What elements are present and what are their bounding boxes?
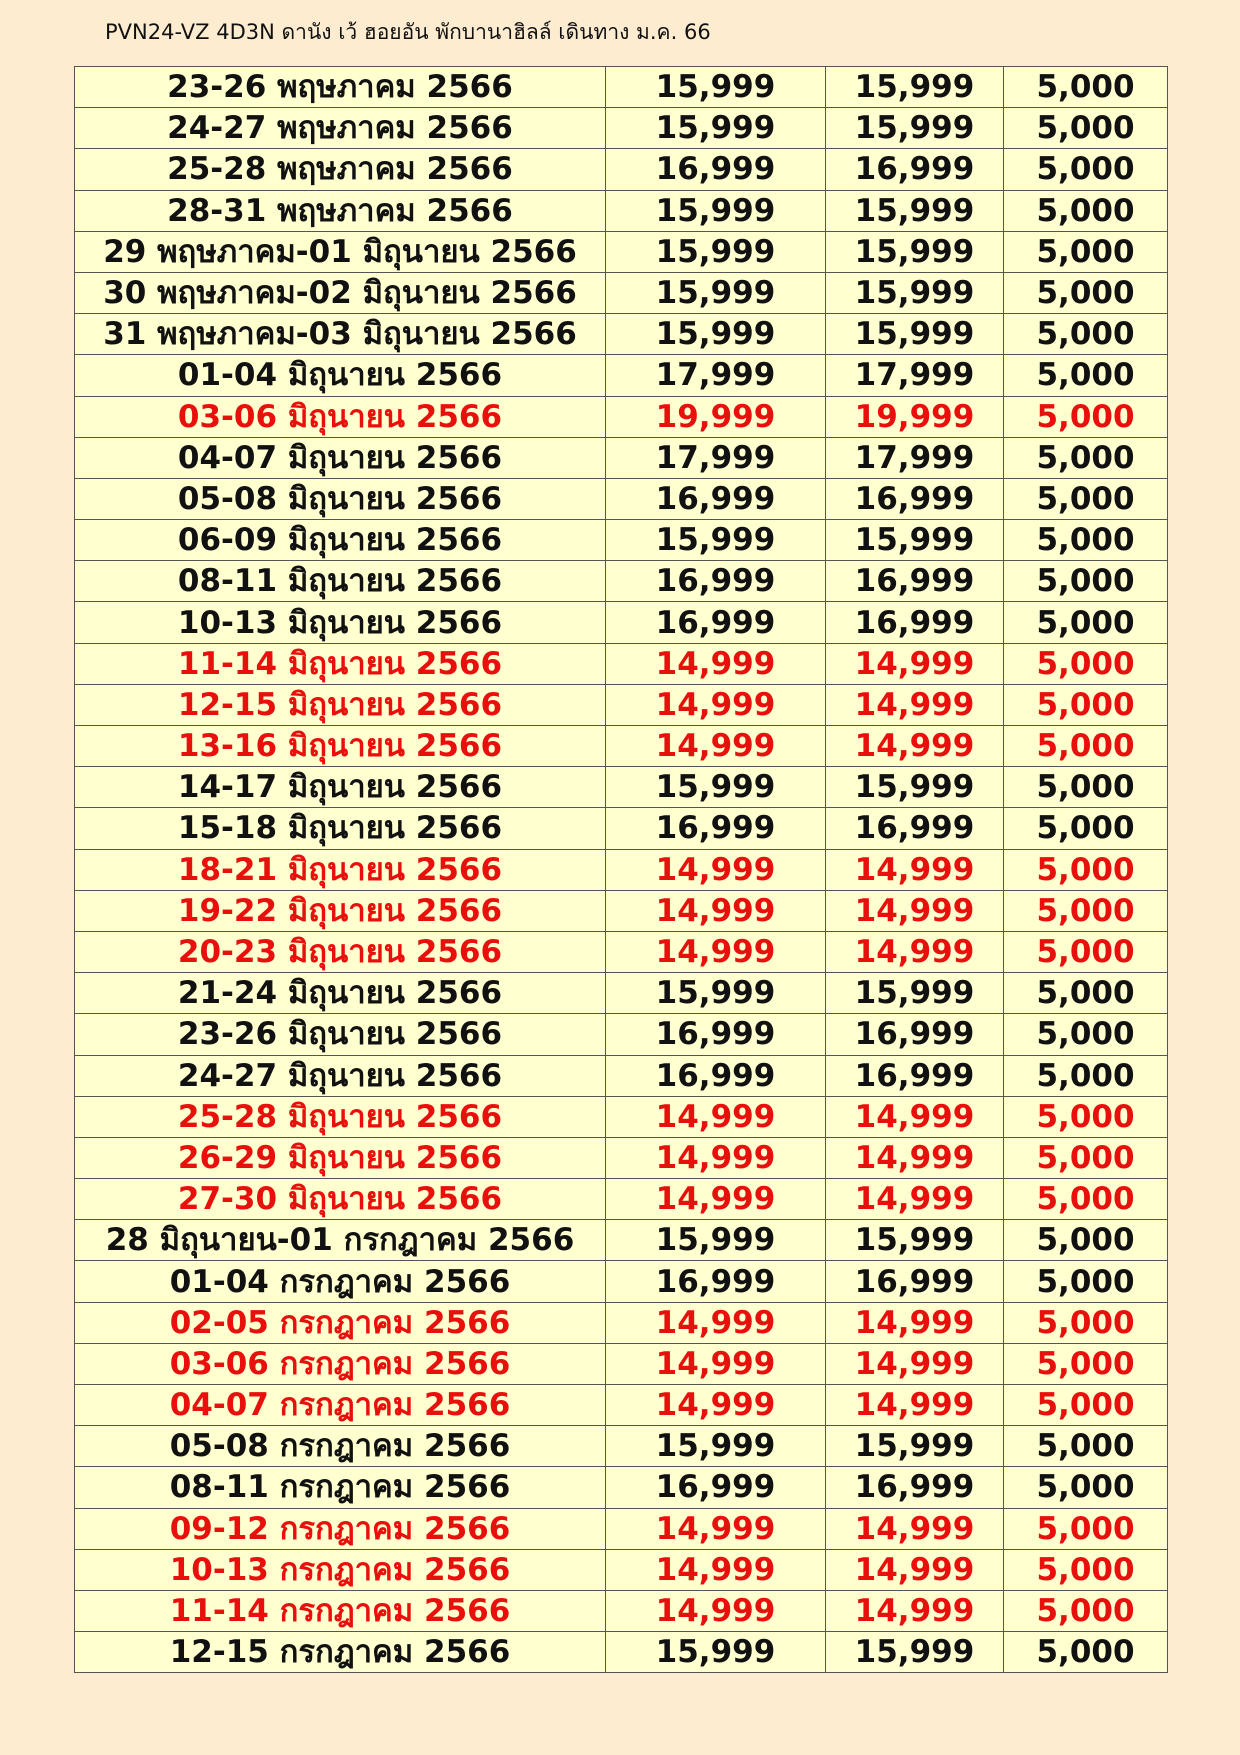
travel-date-cell: 28 มิถุนายน-01 กรกฎาคม 2566 (75, 1220, 606, 1261)
travel-date-cell: 05-08 มิถุนายน 2566 (75, 478, 606, 519)
travel-date-cell: 15-18 มิถุนายน 2566 (75, 808, 606, 849)
price-cell-3: 5,000 (1004, 1385, 1168, 1426)
price-cell-1: 14,999 (606, 931, 826, 972)
price-cell-1: 16,999 (606, 478, 826, 519)
table-row (75, 561, 1168, 602)
price-cell-1: 15,999 (606, 1426, 826, 1467)
price-cell-1: 14,999 (606, 643, 826, 684)
price-cell-2: 14,999 (826, 1549, 1004, 1590)
price-cell-2: 14,999 (826, 726, 1004, 767)
price-cell-1: 17,999 (606, 355, 826, 396)
price-cell-2: 14,999 (826, 1179, 1004, 1220)
price-cell-1: 15,999 (606, 108, 826, 149)
table-row (75, 355, 1168, 396)
table-row (75, 1179, 1168, 1220)
travel-date-cell: 25-28 มิถุนายน 2566 (75, 1096, 606, 1137)
table-row (75, 1343, 1168, 1384)
table-row (75, 1137, 1168, 1178)
price-cell-2: 14,999 (826, 1137, 1004, 1178)
table-row (75, 1590, 1168, 1631)
price-cell-1: 14,999 (606, 1549, 826, 1590)
travel-date-cell: 14-17 มิถุนายน 2566 (75, 767, 606, 808)
travel-date-cell: 25-28 พฤษภาคม 2566 (75, 149, 606, 190)
table-row (75, 231, 1168, 272)
price-cell-3: 5,000 (1004, 1014, 1168, 1055)
price-cell-3: 5,000 (1004, 1055, 1168, 1096)
travel-date-cell: 19-22 มิถุนายน 2566 (75, 890, 606, 931)
price-cell-3: 5,000 (1004, 231, 1168, 272)
price-cell-3: 5,000 (1004, 314, 1168, 355)
price-cell-3: 5,000 (1004, 1302, 1168, 1343)
price-cell-3: 5,000 (1004, 684, 1168, 725)
price-cell-3: 5,000 (1004, 520, 1168, 561)
table-row (75, 520, 1168, 561)
table-row (75, 1632, 1168, 1673)
travel-date-cell: 29 พฤษภาคม-01 มิถุนายน 2566 (75, 231, 606, 272)
price-cell-3: 5,000 (1004, 849, 1168, 890)
price-cell-3: 5,000 (1004, 767, 1168, 808)
price-cell-1: 15,999 (606, 67, 826, 108)
travel-date-cell: 04-07 กรกฎาคม 2566 (75, 1385, 606, 1426)
travel-date-cell: 13-16 มิถุนายน 2566 (75, 726, 606, 767)
travel-date-cell: 23-26 มิถุนายน 2566 (75, 1014, 606, 1055)
price-cell-1: 16,999 (606, 1055, 826, 1096)
price-cell-2: 15,999 (826, 231, 1004, 272)
price-cell-1: 15,999 (606, 1220, 826, 1261)
price-cell-1: 15,999 (606, 231, 826, 272)
travel-date-cell: 18-21 มิถุนายน 2566 (75, 849, 606, 890)
price-cell-3: 5,000 (1004, 396, 1168, 437)
price-table (74, 66, 1168, 1673)
price-cell-2: 16,999 (826, 602, 1004, 643)
price-cell-2: 14,999 (826, 1096, 1004, 1137)
price-cell-1: 15,999 (606, 314, 826, 355)
price-cell-1: 14,999 (606, 1096, 826, 1137)
table-row (75, 1220, 1168, 1261)
price-cell-2: 14,999 (826, 643, 1004, 684)
price-cell-2: 16,999 (826, 478, 1004, 519)
price-cell-3: 5,000 (1004, 726, 1168, 767)
price-cell-3: 5,000 (1004, 643, 1168, 684)
price-cell-2: 14,999 (826, 931, 1004, 972)
travel-date-cell: 02-05 กรกฎาคม 2566 (75, 1302, 606, 1343)
price-cell-2: 14,999 (826, 1302, 1004, 1343)
price-cell-2: 14,999 (826, 1343, 1004, 1384)
table-row (75, 1426, 1168, 1467)
travel-date-cell: 21-24 มิถุนายน 2566 (75, 973, 606, 1014)
price-cell-1: 14,999 (606, 1385, 826, 1426)
table-row (75, 437, 1168, 478)
price-cell-2: 15,999 (826, 314, 1004, 355)
price-cell-3: 5,000 (1004, 808, 1168, 849)
travel-date-cell: 01-04 มิถุนายน 2566 (75, 355, 606, 396)
price-cell-3: 5,000 (1004, 149, 1168, 190)
price-cell-2: 16,999 (826, 808, 1004, 849)
price-cell-3: 5,000 (1004, 355, 1168, 396)
price-cell-1: 17,999 (606, 437, 826, 478)
price-cell-1: 15,999 (606, 272, 826, 313)
price-cell-2: 14,999 (826, 890, 1004, 931)
price-cell-2: 15,999 (826, 190, 1004, 231)
travel-date-cell: 31 พฤษภาคม-03 มิถุนายน 2566 (75, 314, 606, 355)
table-row (75, 272, 1168, 313)
price-cell-2: 17,999 (826, 355, 1004, 396)
price-cell-2: 16,999 (826, 149, 1004, 190)
price-cell-1: 15,999 (606, 767, 826, 808)
price-cell-3: 5,000 (1004, 1261, 1168, 1302)
price-cell-2: 16,999 (826, 561, 1004, 602)
price-cell-1: 15,999 (606, 190, 826, 231)
table-row (75, 190, 1168, 231)
price-cell-2: 15,999 (826, 973, 1004, 1014)
travel-date-cell: 11-14 มิถุนายน 2566 (75, 643, 606, 684)
price-cell-2: 15,999 (826, 767, 1004, 808)
table-row (75, 931, 1168, 972)
travel-date-cell: 08-11 มิถุนายน 2566 (75, 561, 606, 602)
travel-date-cell: 20-23 มิถุนายน 2566 (75, 931, 606, 972)
price-cell-3: 5,000 (1004, 561, 1168, 602)
price-cell-1: 14,999 (606, 726, 826, 767)
travel-date-cell: 24-27 มิถุนายน 2566 (75, 1055, 606, 1096)
price-cell-3: 5,000 (1004, 1096, 1168, 1137)
table-row (75, 1549, 1168, 1590)
travel-date-cell: 30 พฤษภาคม-02 มิถุนายน 2566 (75, 272, 606, 313)
price-cell-3: 5,000 (1004, 478, 1168, 519)
table-row (75, 149, 1168, 190)
price-cell-1: 16,999 (606, 561, 826, 602)
price-cell-3: 5,000 (1004, 67, 1168, 108)
price-cell-3: 5,000 (1004, 272, 1168, 313)
price-cell-3: 5,000 (1004, 1467, 1168, 1508)
travel-date-cell: 12-15 มิถุนายน 2566 (75, 684, 606, 725)
price-cell-1: 14,999 (606, 1137, 826, 1178)
price-cell-1: 16,999 (606, 602, 826, 643)
table-row (75, 767, 1168, 808)
travel-date-cell: 05-08 กรกฎาคม 2566 (75, 1426, 606, 1467)
table-row (75, 726, 1168, 767)
price-cell-3: 5,000 (1004, 931, 1168, 972)
travel-date-cell: 04-07 มิถุนายน 2566 (75, 437, 606, 478)
travel-date-cell: 28-31 พฤษภาคม 2566 (75, 190, 606, 231)
price-cell-1: 14,999 (606, 1508, 826, 1549)
travel-date-cell: 11-14 กรกฎาคม 2566 (75, 1590, 606, 1631)
price-cell-2: 16,999 (826, 1055, 1004, 1096)
travel-date-cell: 23-26 พฤษภาคม 2566 (75, 67, 606, 108)
table-row (75, 1014, 1168, 1055)
price-cell-3: 5,000 (1004, 190, 1168, 231)
travel-date-cell: 03-06 มิถุนายน 2566 (75, 396, 606, 437)
table-row (75, 808, 1168, 849)
price-cell-2: 17,999 (826, 437, 1004, 478)
price-cell-2: 16,999 (826, 1014, 1004, 1055)
price-cell-3: 5,000 (1004, 602, 1168, 643)
price-cell-3: 5,000 (1004, 1179, 1168, 1220)
table-row (75, 314, 1168, 355)
price-cell-3: 5,000 (1004, 1426, 1168, 1467)
price-cell-2: 15,999 (826, 108, 1004, 149)
travel-date-cell: 09-12 กรกฎาคม 2566 (75, 1508, 606, 1549)
price-cell-2: 15,999 (826, 1632, 1004, 1673)
travel-date-cell: 03-06 กรกฎาคม 2566 (75, 1343, 606, 1384)
travel-date-cell: 24-27 พฤษภาคม 2566 (75, 108, 606, 149)
table-row (75, 396, 1168, 437)
table-row (75, 1467, 1168, 1508)
table-row (75, 602, 1168, 643)
price-cell-3: 5,000 (1004, 1590, 1168, 1631)
price-table-body (75, 67, 1168, 1673)
table-row (75, 1055, 1168, 1096)
table-row (75, 1096, 1168, 1137)
price-cell-1: 19,999 (606, 396, 826, 437)
price-cell-2: 19,999 (826, 396, 1004, 437)
price-cell-3: 5,000 (1004, 890, 1168, 931)
table-row (75, 478, 1168, 519)
price-cell-3: 5,000 (1004, 1632, 1168, 1673)
price-cell-3: 5,000 (1004, 973, 1168, 1014)
table-row (75, 1385, 1168, 1426)
table-row (75, 1302, 1168, 1343)
price-cell-2: 16,999 (826, 1261, 1004, 1302)
table-row (75, 108, 1168, 149)
price-cell-1: 16,999 (606, 1014, 826, 1055)
price-cell-3: 5,000 (1004, 1343, 1168, 1384)
travel-date-cell: 27-30 มิถุนายน 2566 (75, 1179, 606, 1220)
travel-date-cell: 12-15 กรกฎาคม 2566 (75, 1632, 606, 1673)
travel-date-cell: 26-29 มิถุนายน 2566 (75, 1137, 606, 1178)
table-row (75, 1261, 1168, 1302)
price-cell-1: 15,999 (606, 973, 826, 1014)
travel-date-cell: 10-13 มิถุนายน 2566 (75, 602, 606, 643)
price-cell-3: 5,000 (1004, 1508, 1168, 1549)
price-cell-2: 15,999 (826, 1220, 1004, 1261)
price-cell-1: 14,999 (606, 849, 826, 890)
price-cell-1: 14,999 (606, 684, 826, 725)
price-cell-1: 14,999 (606, 1590, 826, 1631)
price-cell-1: 15,999 (606, 1632, 826, 1673)
price-cell-1: 16,999 (606, 149, 826, 190)
price-cell-3: 5,000 (1004, 108, 1168, 149)
price-cell-2: 16,999 (826, 1467, 1004, 1508)
price-cell-1: 15,999 (606, 520, 826, 561)
travel-date-cell: 01-04 กรกฎาคม 2566 (75, 1261, 606, 1302)
table-row (75, 67, 1168, 108)
price-cell-2: 14,999 (826, 1385, 1004, 1426)
price-cell-2: 15,999 (826, 520, 1004, 561)
price-cell-3: 5,000 (1004, 1549, 1168, 1590)
price-cell-1: 14,999 (606, 890, 826, 931)
price-cell-1: 14,999 (606, 1179, 826, 1220)
price-cell-1: 16,999 (606, 1467, 826, 1508)
price-cell-2: 14,999 (826, 849, 1004, 890)
travel-date-cell: 06-09 มิถุนายน 2566 (75, 520, 606, 561)
price-cell-3: 5,000 (1004, 1137, 1168, 1178)
table-row (75, 643, 1168, 684)
price-cell-1: 16,999 (606, 808, 826, 849)
table-row (75, 684, 1168, 725)
page-title: PVN24-VZ 4D3N ดานัง เว้ ฮอยอัน พักบานาฮิลล์ เดินทาง ม.ค. 66 (105, 20, 711, 44)
table-row (75, 1508, 1168, 1549)
price-cell-2: 15,999 (826, 272, 1004, 313)
price-cell-2: 15,999 (826, 67, 1004, 108)
price-cell-2: 15,999 (826, 1426, 1004, 1467)
price-cell-2: 14,999 (826, 1508, 1004, 1549)
price-cell-2: 14,999 (826, 1590, 1004, 1631)
travel-date-cell: 10-13 กรกฎาคม 2566 (75, 1549, 606, 1590)
travel-date-cell: 08-11 กรกฎาคม 2566 (75, 1467, 606, 1508)
price-cell-3: 5,000 (1004, 437, 1168, 478)
price-cell-1: 14,999 (606, 1302, 826, 1343)
price-cell-1: 16,999 (606, 1261, 826, 1302)
price-cell-3: 5,000 (1004, 1220, 1168, 1261)
price-cell-2: 14,999 (826, 684, 1004, 725)
table-row (75, 890, 1168, 931)
table-row (75, 973, 1168, 1014)
table-row (75, 849, 1168, 890)
price-cell-1: 14,999 (606, 1343, 826, 1384)
